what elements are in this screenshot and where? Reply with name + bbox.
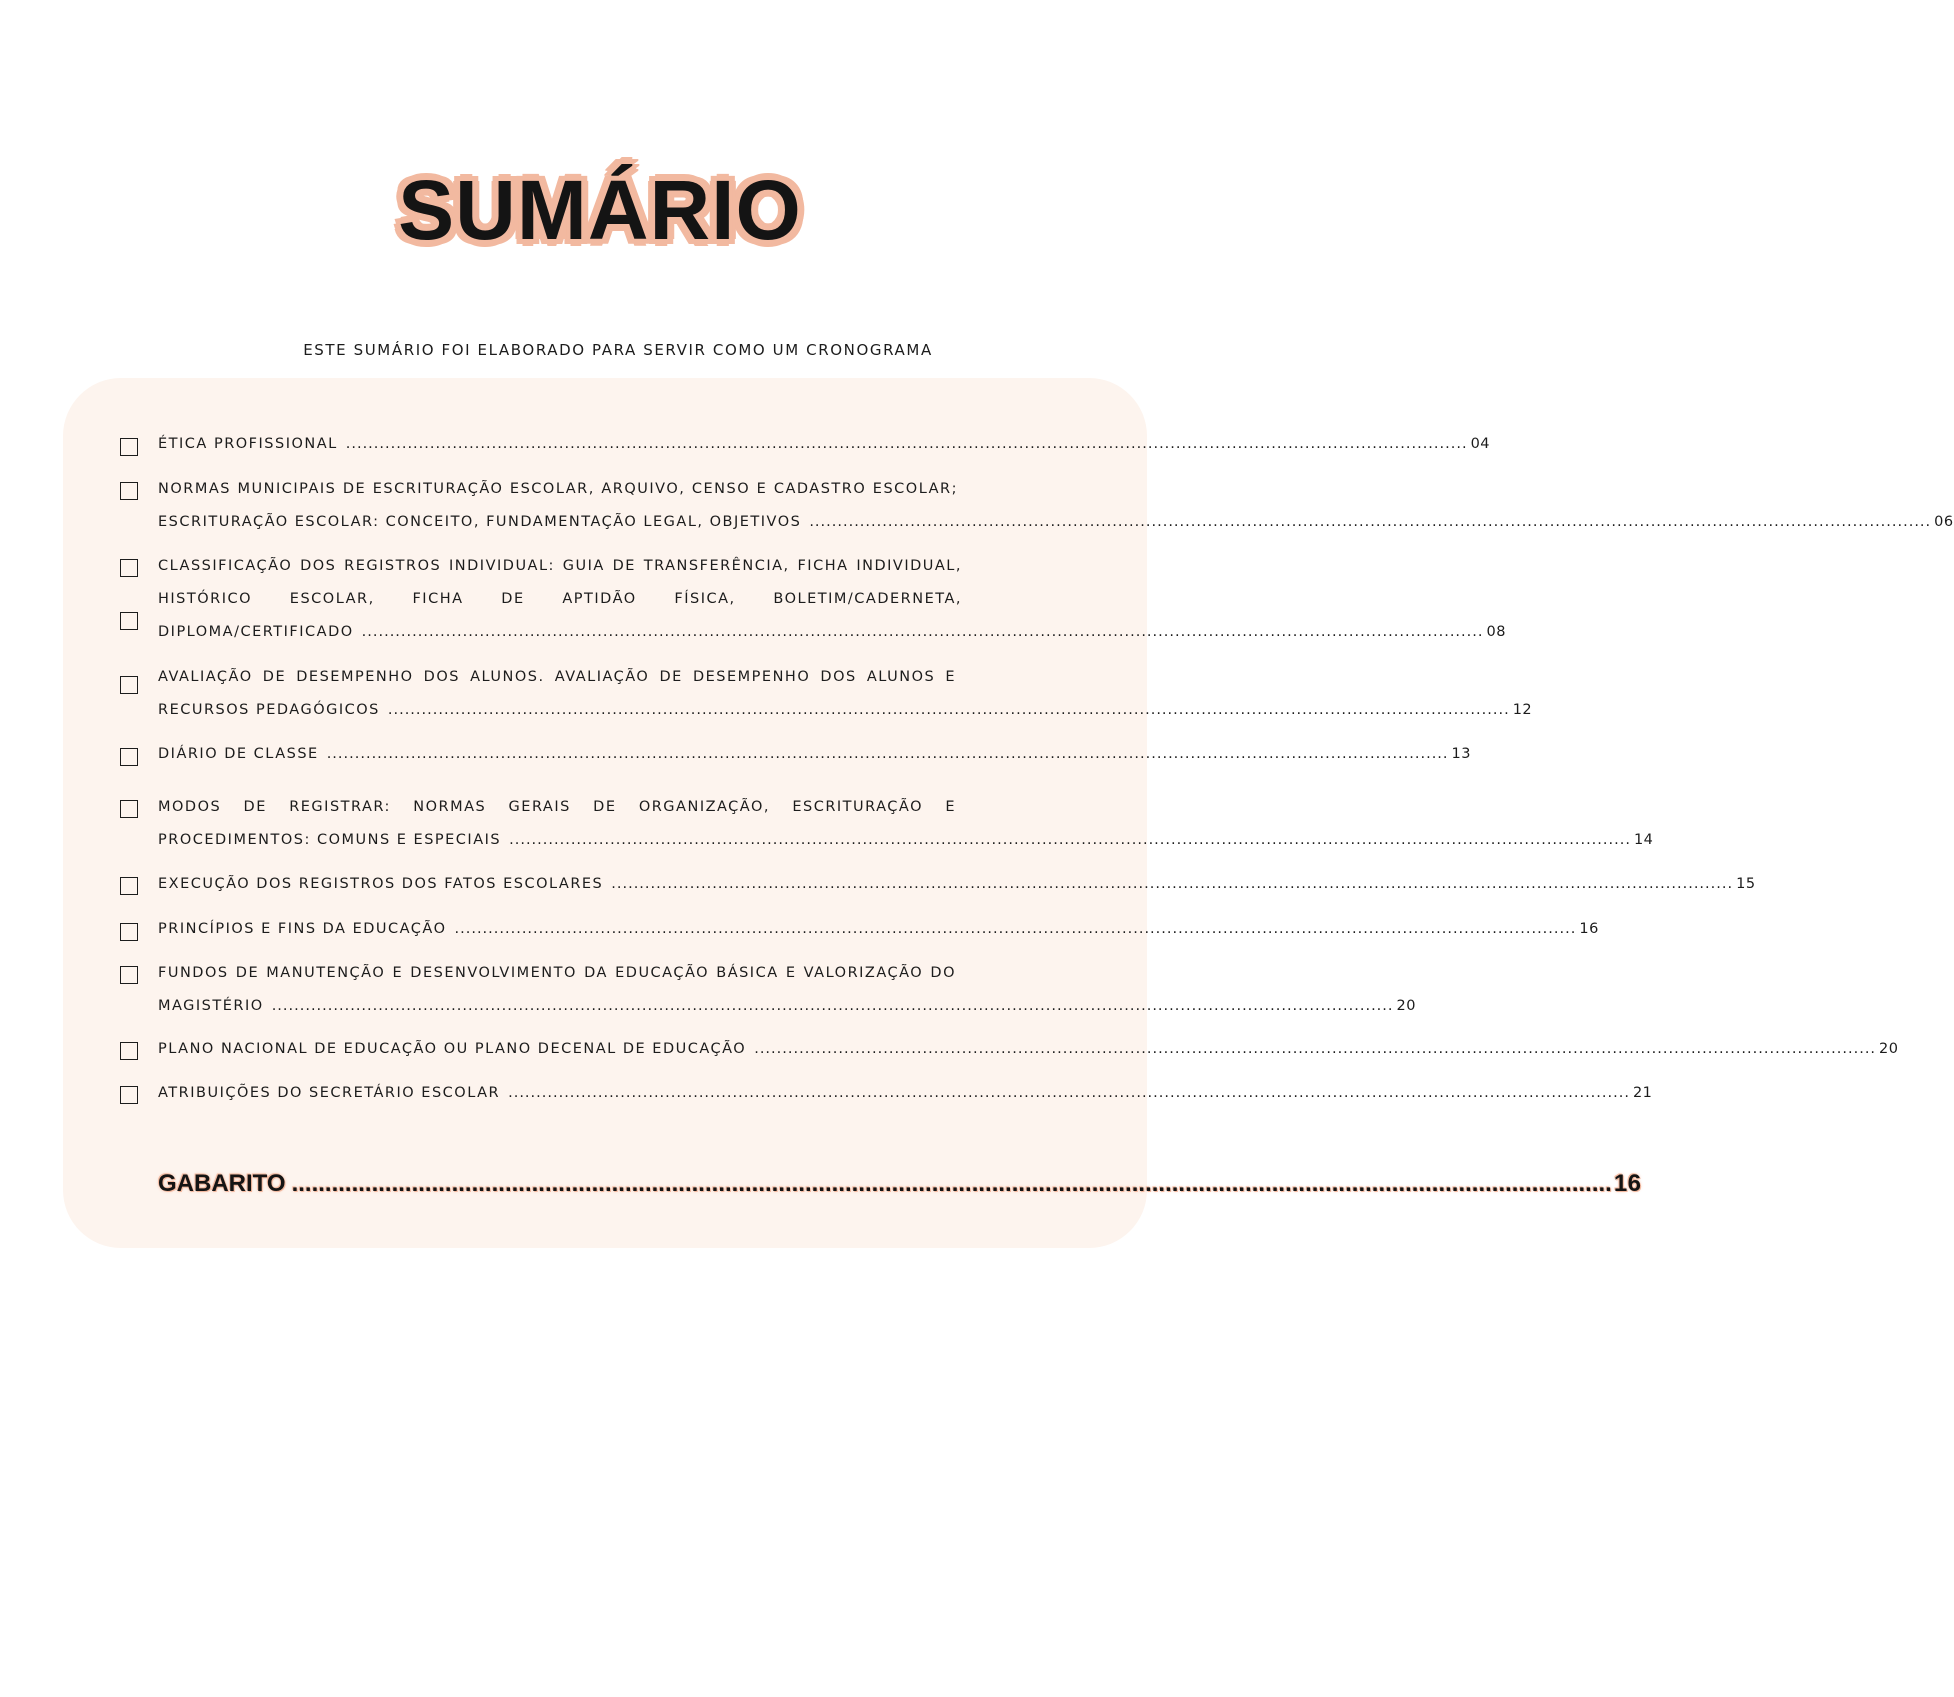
dot-leader: ........................................................................................................................................................................................................ xyxy=(326,746,1449,762)
entry-line: CLASSIFICAÇÃO DOS REGISTROS INDIVIDUAL: GUIA DE TRANSFERÊNCIA, FICHA INDIVIDUAL, xyxy=(158,558,962,574)
summary-entry xyxy=(158,1077,1653,1110)
page-number: 14 xyxy=(1633,832,1654,848)
checkbox[interactable] xyxy=(120,1086,138,1104)
checkbox[interactable] xyxy=(120,612,138,630)
dot-leader: ........................................................................................................................................................................................................ xyxy=(754,1041,1877,1057)
entry-label: PROCEDIMENTOS: COMUNS E ESPECIAIS xyxy=(158,832,502,848)
title-wrap xyxy=(0,163,1200,257)
page-number: 20 xyxy=(1396,998,1416,1014)
dot-leader: ........................................................................................................................................................................................................ xyxy=(454,921,1577,937)
dot-leader: ........................................................................................................................................................................................................ xyxy=(509,832,1631,848)
dot-leader: ........................................................................................................................................................................................................ xyxy=(387,702,1510,718)
entry-label: PLANO NACIONAL DE EDUCAÇÃO OU PLANO DECENAL DE EDUCAÇÃO xyxy=(158,1041,747,1057)
entry-label: MAGISTÉRIO xyxy=(158,998,264,1014)
entry-label: ÉTICA PROFISSIONAL xyxy=(158,436,338,452)
checkbox[interactable] xyxy=(120,482,138,500)
summary-entry xyxy=(158,428,1491,461)
checkbox[interactable] xyxy=(120,748,138,766)
entry-line: NORMAS MUNICIPAIS DE ESCRITURAÇÃO ESCOLAR, ARQUIVO, CENSO E CADASTRO ESCOLAR; xyxy=(158,481,958,497)
page-number: 04 xyxy=(1470,436,1491,452)
summary-entry xyxy=(158,913,1599,946)
checkbox[interactable] xyxy=(120,1042,138,1060)
dot-leader: ........................................................................................................................................................................................................ xyxy=(271,998,1394,1014)
page-number: 06 xyxy=(1934,514,1954,530)
dot-leader: ........................................................................................................................................................................................................ xyxy=(611,876,1734,892)
entry-label: PRINCÍPIOS E FINS DA EDUCAÇÃO xyxy=(158,921,447,937)
page-number: 12 xyxy=(1512,702,1533,718)
summary-entry xyxy=(158,473,1954,539)
checkbox[interactable] xyxy=(120,966,138,984)
dot-leader: ...................................................................................................................................................................................................... xyxy=(291,1170,1612,1197)
entry-label: DIÁRIO DE CLASSE xyxy=(158,746,319,762)
checkbox[interactable] xyxy=(120,559,138,577)
entry-label: ESCRITURAÇÃO ESCOLAR: CONCEITO, FUNDAMENTAÇÃO LEGAL, OBJETIVOS xyxy=(158,514,802,530)
entry-line: FUNDOS DE MANUTENÇÃO E DESENVOLVIMENTO DA EDUCAÇÃO BÁSICA E VALORIZAÇÃO DO xyxy=(158,965,956,981)
summary-entry xyxy=(158,738,1471,771)
entry-label: ATRIBUIÇÕES DO SECRETÁRIO ESCOLAR xyxy=(158,1085,501,1101)
checkbox[interactable] xyxy=(120,800,138,818)
gabarito-label: GABARITO xyxy=(158,1170,286,1197)
dot-leader: ........................................................................................................................................................................................................ xyxy=(508,1085,1630,1101)
page-number: 13 xyxy=(1451,746,1471,762)
subtitle: ESTE SUMÁRIO FOI ELABORADO PARA SERVIR COMO UM CRONOGRAMA xyxy=(303,341,933,359)
dot-leader: ........................................................................................................................................................................................................ xyxy=(809,514,1932,530)
checkbox[interactable] xyxy=(120,438,138,456)
gabarito-line xyxy=(158,1170,1642,1198)
page-number: 20 xyxy=(1879,1041,1899,1057)
dot-leader: ........................................................................................................................................................................................................ xyxy=(361,624,1484,640)
page-number: 08 xyxy=(1486,624,1506,640)
summary-entry xyxy=(158,957,1416,1023)
entry-label: EXECUÇÃO DOS REGISTROS DOS FATOS ESCOLARES xyxy=(158,876,604,892)
entry-line: AVALIAÇÃO DE DESEMPENHO DOS ALUNOS. AVALIAÇÃO DE DESEMPENHO DOS ALUNOS E xyxy=(158,669,956,685)
page-number: 16 xyxy=(1579,921,1599,937)
page-title: SUMÁRIO xyxy=(398,163,802,257)
entry-line: HISTÓRICO ESCOLAR, FICHA DE APTIDÃO FÍSICA, BOLETIM/CADERNETA, xyxy=(158,591,962,607)
page-number: 15 xyxy=(1736,876,1756,892)
summary-entry xyxy=(158,791,1654,857)
page-number: 21 xyxy=(1632,1085,1653,1101)
entry-label: RECURSOS PEDAGÓGICOS xyxy=(158,702,380,718)
entry-line: MODOS DE REGISTRAR: NORMAS GERAIS DE ORGANIZAÇÃO, ESCRITURAÇÃO E xyxy=(158,799,956,815)
checkbox[interactable] xyxy=(120,923,138,941)
entry-label: DIPLOMA/CERTIFICADO xyxy=(158,624,354,640)
summary-entry xyxy=(158,661,1533,727)
dot-leader: ........................................................................................................................................................................................................ xyxy=(345,436,1468,452)
checkbox[interactable] xyxy=(120,877,138,895)
summary-entry xyxy=(158,1033,1899,1066)
summary-entry xyxy=(158,868,1756,901)
checkbox[interactable] xyxy=(120,676,138,694)
summary-entry xyxy=(158,550,1506,649)
gabarito-page: 16 xyxy=(1613,1170,1642,1197)
